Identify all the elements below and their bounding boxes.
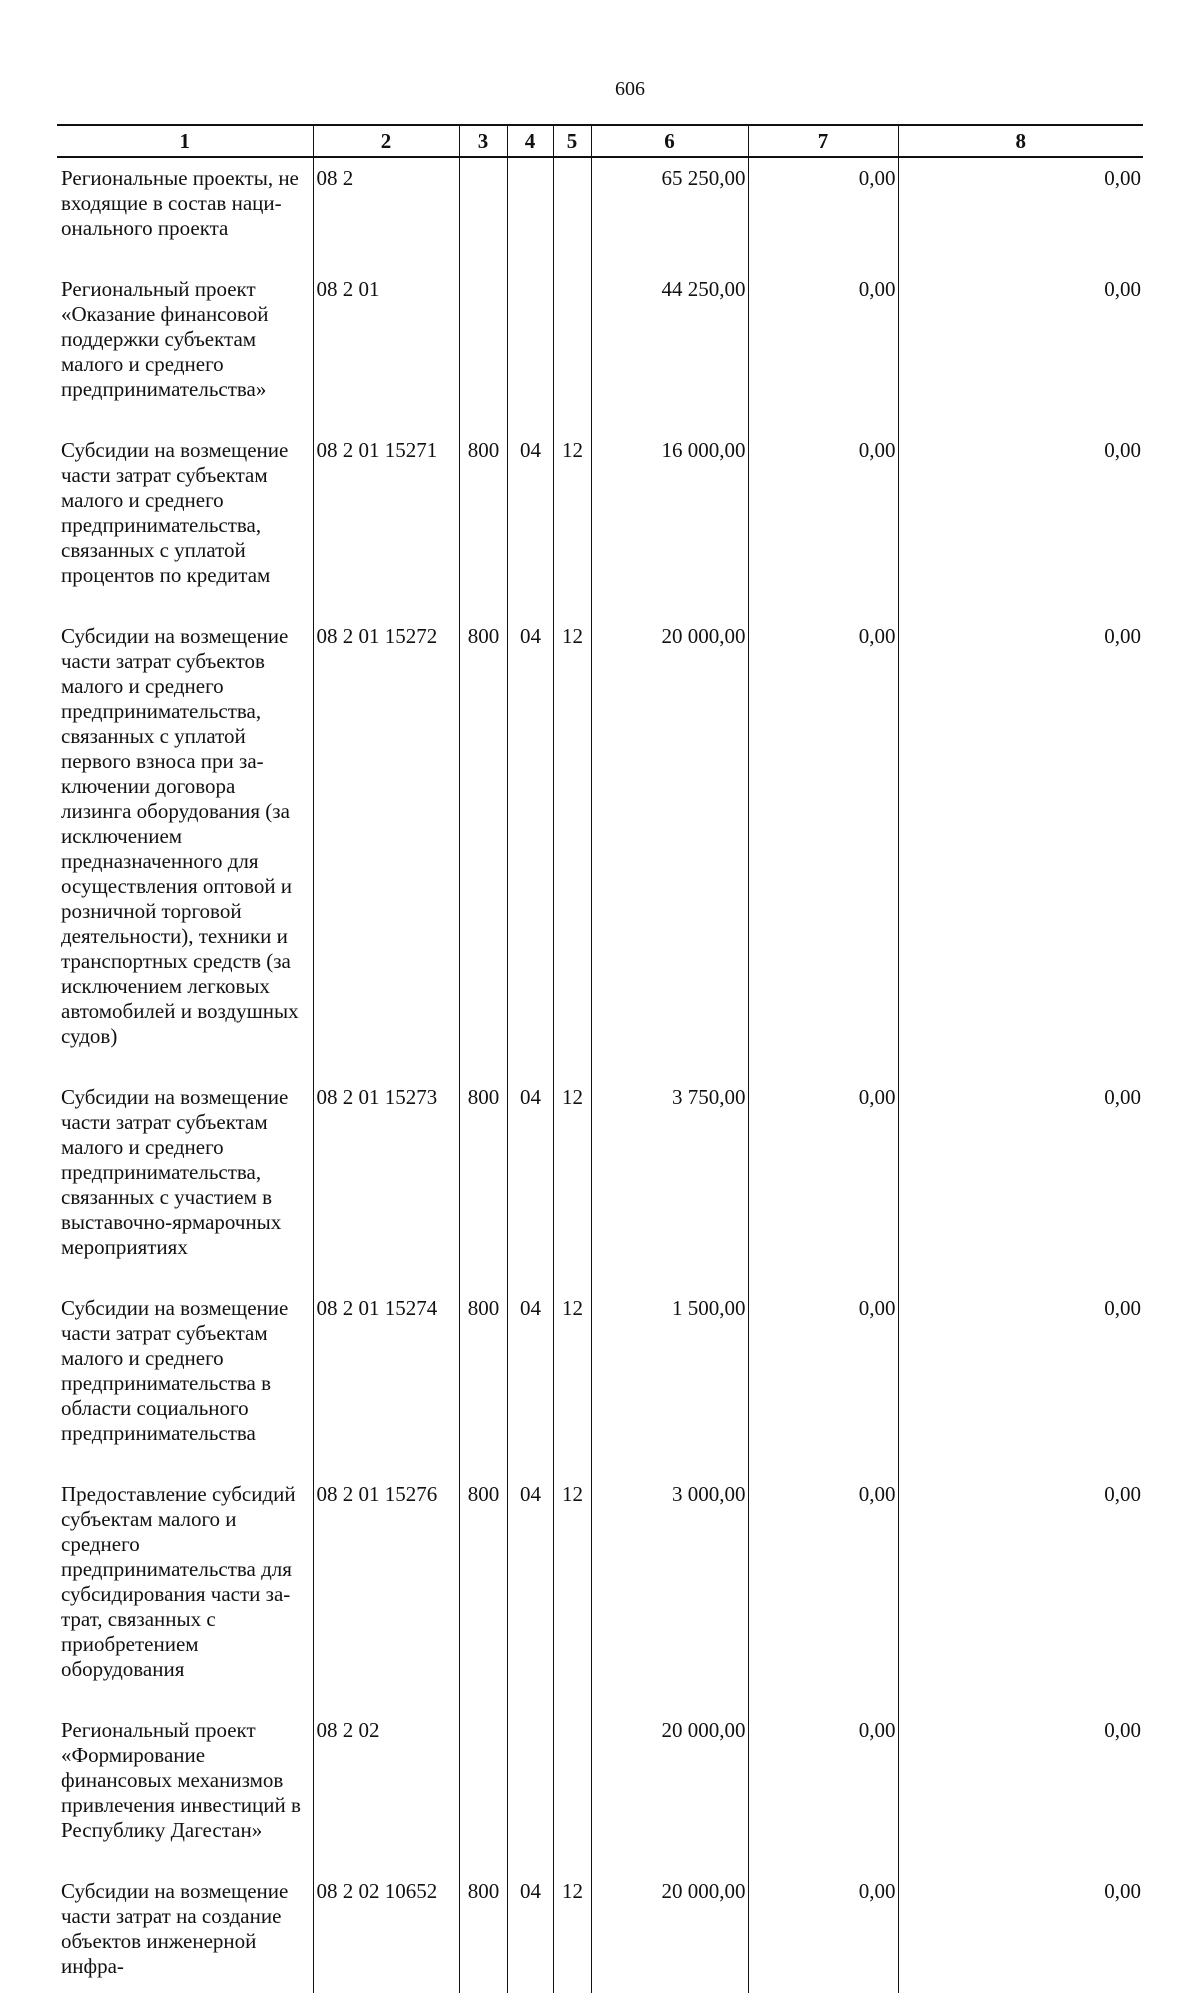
amount-col8: 0,00 (898, 157, 1143, 269)
classification-code: 08 2 01 (313, 269, 459, 430)
expense-type-code: 800 (459, 1474, 507, 1710)
row-name: Региональный проект «Формирование финансовых механизмов привлечения инвестиций в Республику Дагестан» (61, 1718, 301, 1842)
subsection-code (553, 157, 591, 269)
expense-type-code: 800 (459, 616, 507, 1077)
amount-col7: 0,00 (748, 1288, 898, 1474)
subsection-code (553, 269, 591, 430)
amount-col6: 20 000,00 (591, 616, 748, 1077)
classification-code: 08 2 01 15276 (313, 1474, 459, 1710)
amount-col6: 3 750,00 (591, 1077, 748, 1288)
table-row (57, 1710, 1143, 1871)
amount-col6: 44 250,00 (591, 269, 748, 430)
classification-code: 08 2 02 (313, 1710, 459, 1871)
amount-col7: 0,00 (748, 1710, 898, 1871)
amount-col7: 0,00 (748, 1871, 898, 1993)
section-code: 04 (507, 616, 553, 1077)
amount-col8: 0,00 (898, 269, 1143, 430)
row-name: Субсидии на возмещение части затрат субъектам малого и среднего предпринимательства в области социального предпринимательства (61, 1296, 289, 1445)
expense-type-code: 800 (459, 1077, 507, 1288)
row-name: Региональные проекты, не входящие в состав национального проекта (61, 166, 299, 240)
column-header: 8 (898, 125, 1143, 157)
expense-type-code: 800 (459, 430, 507, 616)
amount-col7: 0,00 (748, 269, 898, 430)
classification-code: 08 2 (313, 157, 459, 269)
table-row (57, 157, 1143, 269)
column-header: 5 (553, 125, 591, 157)
table-row (57, 1474, 1143, 1710)
budget-table (57, 124, 1143, 1993)
amount-col8: 0,00 (898, 430, 1143, 616)
page-number: 606 (615, 78, 645, 100)
amount-col8: 0,00 (898, 1474, 1143, 1710)
subsection-code: 12 (553, 1077, 591, 1288)
expense-type-code: 800 (459, 1871, 507, 1993)
column-header: 4 (507, 125, 553, 157)
table-row (57, 269, 1143, 430)
row-name: Субсидии на возмещение части затрат субъектов малого и среднего предпринимательства, связанных с уплатой первого взноса при заключении договора лизинга оборудования (за исключением предназначенного для осуществления оптовой и розничной торговой деятельности), техники и транспортных средств (за исключением легковых автомобилей и воздушных судов) (61, 624, 299, 1048)
subsection-code (553, 1710, 591, 1871)
expense-type-code (459, 157, 507, 269)
table-row (57, 1077, 1143, 1288)
column-header: 7 (748, 125, 898, 157)
amount-col8: 0,00 (898, 1710, 1143, 1871)
amount-col6: 1 500,00 (591, 1288, 748, 1474)
subsection-code: 12 (553, 1474, 591, 1710)
amount-col8: 0,00 (898, 1871, 1143, 1993)
amount-col7: 0,00 (748, 616, 898, 1077)
column-header: 2 (313, 125, 459, 157)
expense-type-code (459, 269, 507, 430)
classification-code: 08 2 01 15274 (313, 1288, 459, 1474)
amount-col8: 0,00 (898, 1288, 1143, 1474)
subsection-code: 12 (553, 1871, 591, 1993)
amount-col8: 0,00 (898, 1077, 1143, 1288)
amount-col7: 0,00 (748, 430, 898, 616)
section-code (507, 1710, 553, 1871)
table-header-row (57, 125, 1143, 157)
column-header: 3 (459, 125, 507, 157)
amount-col6: 16 000,00 (591, 430, 748, 616)
section-code: 04 (507, 430, 553, 616)
column-header: 1 (57, 125, 313, 157)
section-code: 04 (507, 1288, 553, 1474)
section-code (507, 269, 553, 430)
column-header: 6 (591, 125, 748, 157)
section-code: 04 (507, 1077, 553, 1288)
amount-col7: 0,00 (748, 157, 898, 269)
table-row (57, 616, 1143, 1077)
expense-type-code: 800 (459, 1288, 507, 1474)
amount-col6: 3 000,00 (591, 1474, 748, 1710)
row-name: Региональный проект «Оказание финансовой поддержки субъектам малого и среднего предпринимательства» (61, 277, 269, 401)
table-row (57, 1288, 1143, 1474)
table-row (57, 1871, 1143, 1993)
amount-col6: 20 000,00 (591, 1871, 748, 1993)
row-name: Субсидии на возмещение части затрат субъектам малого и среднего предпринимательства, связанных с уплатой процентов по кредитам (61, 438, 289, 587)
amount-col7: 0,00 (748, 1474, 898, 1710)
subsection-code: 12 (553, 1288, 591, 1474)
subsection-code: 12 (553, 616, 591, 1077)
amount-col6: 65 250,00 (591, 157, 748, 269)
expense-type-code (459, 1710, 507, 1871)
section-code (507, 157, 553, 269)
section-code: 04 (507, 1474, 553, 1710)
classification-code: 08 2 01 15271 (313, 430, 459, 616)
table-row (57, 430, 1143, 616)
row-name: Субсидии на возмещение части затрат субъектам малого и среднего предпринимательства, связанных с участием в выставочно-ярмарочных мероприятиях (61, 1085, 289, 1259)
amount-col8: 0,00 (898, 616, 1143, 1077)
amount-col6: 20 000,00 (591, 1710, 748, 1871)
classification-code: 08 2 01 15272 (313, 616, 459, 1077)
section-code: 04 (507, 1871, 553, 1993)
classification-code: 08 2 01 15273 (313, 1077, 459, 1288)
amount-col7: 0,00 (748, 1077, 898, 1288)
row-name: Субсидии на возмещение части затрат на создание объектов инженерной инфра- (61, 1879, 289, 1978)
subsection-code: 12 (553, 430, 591, 616)
row-name: Предоставление субсидий субъектам малого и среднего предпринимательства для субсидирования части затрат, связанных с приобретением оборудования (61, 1482, 296, 1681)
classification-code: 08 2 02 10652 (313, 1871, 459, 1993)
